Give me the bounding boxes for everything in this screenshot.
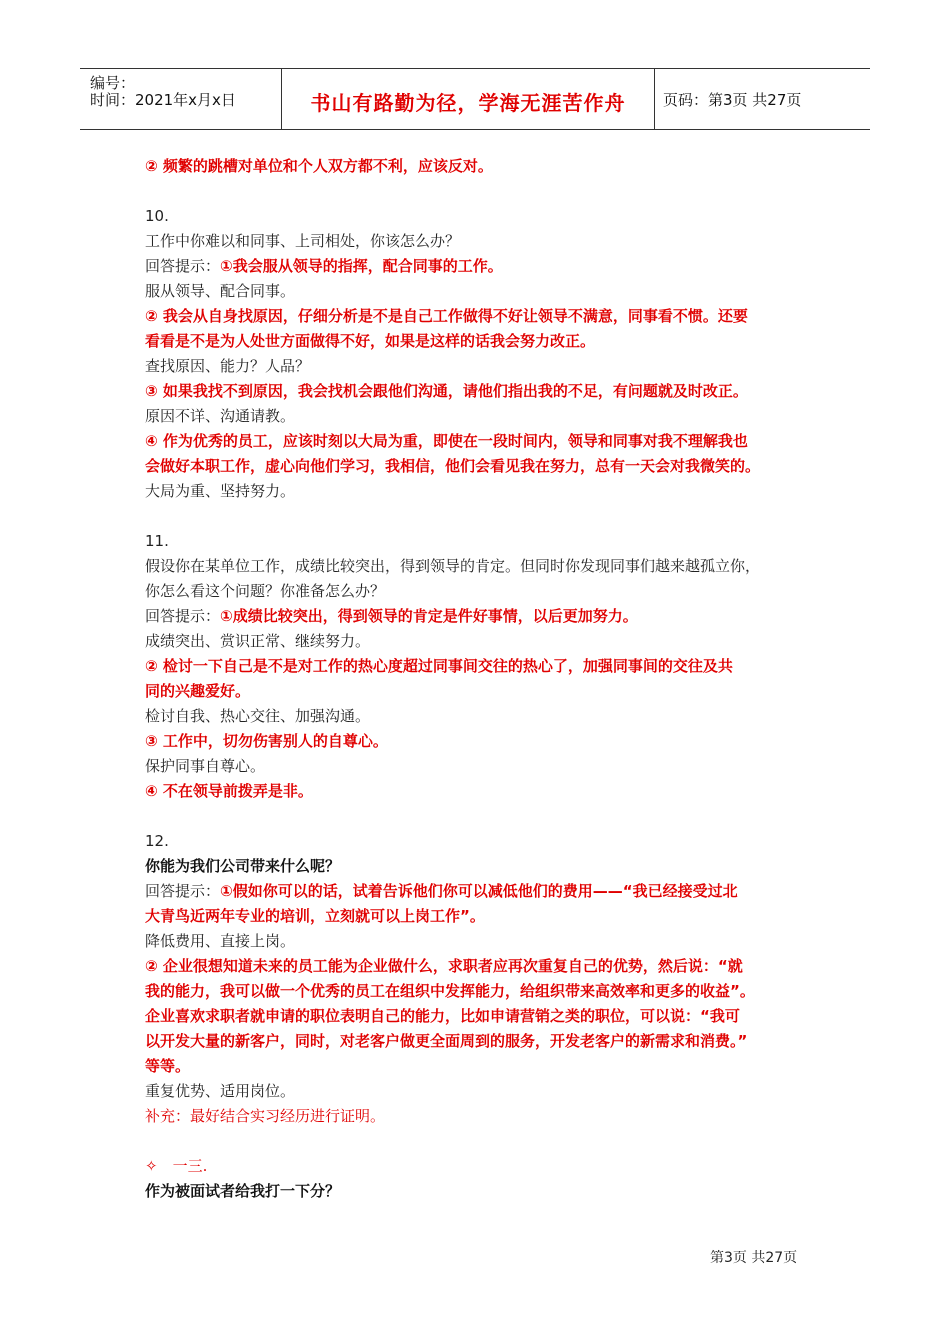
text-line <box>145 1054 815 1079</box>
text-line <box>145 479 815 504</box>
text-line-content: 降低费用、直接上岗。 <box>145 932 296 950</box>
text-line <box>145 454 815 479</box>
text-line <box>145 1179 815 1204</box>
text-line-content: 以开发大量的新客户，同时，对老客户做更全面周到的服务，开发老客户的新需求和消费。” <box>145 1032 748 1050</box>
text-line <box>145 279 815 304</box>
text-line <box>145 779 815 804</box>
text-line-content: 10. <box>145 207 169 225</box>
footer-page-number: 第3页 共27页 <box>710 1250 798 1266</box>
text-line <box>145 929 815 954</box>
text-line <box>145 704 815 729</box>
text-line-content: 成绩突出、赏识正常、继续努力。 <box>145 632 371 650</box>
text-line-content: 作为被面试者给我打一下分？ <box>145 1182 341 1200</box>
text-line-content: 我的能力，我可以做一个优秀的员工在组织中发挥能力，给组织带来高效率和更多的收益”。 <box>145 982 755 1000</box>
text-line-content: 重复优势、适用岗位。 <box>145 1082 296 1100</box>
text-line-content: 11. <box>145 532 169 550</box>
blank-line <box>145 1129 815 1154</box>
document-number-label: 编号： <box>90 74 136 92</box>
text-line-content: 大局为重、坚持努力。 <box>145 482 296 500</box>
text-line-content: ② 检讨一下自己是不是对工作的热心度超过同事间交往的热心了，加强同事间的交往及共 <box>145 657 733 675</box>
text-line <box>145 629 815 654</box>
text-line <box>145 254 815 279</box>
page-header <box>80 68 870 130</box>
text-line <box>145 679 815 704</box>
blank-line <box>145 804 815 829</box>
text-line <box>145 354 815 379</box>
text-line <box>145 604 815 629</box>
text-line <box>145 154 815 179</box>
text-line-content: 企业喜欢求职者就申请的职位表明自己的能力，比如申请营销之类的职位，可以说：“我可 <box>145 1007 740 1025</box>
text-line <box>145 954 815 979</box>
document-date-label: 时间：2021年x月x日 <box>90 91 236 109</box>
text-line <box>145 1154 815 1179</box>
text-line-content: ② 频繁的跳槽对单位和个人双方都不利，应该反对。 <box>145 157 493 175</box>
text-line-content: 回答提示： <box>145 607 221 625</box>
header-page-cell <box>655 69 870 129</box>
header-page-number: 页码：第3页 共27页 <box>663 91 802 109</box>
text-line <box>145 1004 815 1029</box>
text-line <box>145 879 815 904</box>
text-line <box>145 554 815 579</box>
header-motto-cell <box>281 69 655 129</box>
text-line-answer: ①成绩比较突出，得到领导的肯定是件好事情，以后更加努力。 <box>220 607 638 625</box>
text-line-content: ✧ 一三. <box>145 1157 208 1175</box>
text-line-content: ③ 工作中，切勿伤害别人的自尊心。 <box>145 732 388 750</box>
text-line <box>145 1029 815 1054</box>
text-line-content: 补充：最好结合实习经历进行证明。 <box>145 1107 386 1125</box>
blank-line <box>145 504 815 529</box>
text-line <box>145 404 815 429</box>
text-line-content: 会做好本职工作，虚心向他们学习，我相信，他们会看见我在努力，总有一天会对我微笑的。 <box>145 457 761 475</box>
text-line <box>145 904 815 929</box>
text-line-content: 你怎么看这个问题？你准备怎么办？ <box>145 582 386 600</box>
text-line-content: 12. <box>145 832 169 850</box>
text-line <box>145 304 815 329</box>
text-line-content: 工作中你难以和同事、上司相处，你该怎么办？ <box>145 232 461 250</box>
text-line-content: 看看是不是为人处世方面做得不好，如果是这样的话我会努力改正。 <box>145 332 596 350</box>
text-line-content: 原因不详、沟通请教。 <box>145 407 296 425</box>
text-line-content: 等等。 <box>145 1057 191 1075</box>
text-line-content: ④ 不在领导前拨弄是非。 <box>145 782 313 800</box>
text-line-content: 服从领导、配合同事。 <box>145 282 296 300</box>
text-line <box>145 229 815 254</box>
text-line <box>145 204 815 229</box>
text-line-content: 你能为我们公司带来什么呢？ <box>145 857 341 875</box>
text-line <box>145 654 815 679</box>
text-line-content: ④ 作为优秀的员工，应该时刻以大局为重，即使在一段时间内，领导和同事对我不理解我也 <box>145 432 748 450</box>
text-line-content: 假设你在某单位工作，成绩比较突出，得到领导的肯定。但同时你发现同事们越来越孤立你， <box>145 557 761 575</box>
document-body <box>145 154 815 1204</box>
text-line <box>145 429 815 454</box>
header-meta-cell <box>80 69 280 129</box>
text-line-content: 回答提示： <box>145 882 221 900</box>
text-line-content: ③ 如果我找不到原因，我会找机会跟他们沟通，请他们指出我的不足，有问题就及时改正。 <box>145 382 748 400</box>
text-line <box>145 729 815 754</box>
text-line <box>145 1104 815 1129</box>
text-line-content: 保护同事自尊心。 <box>145 757 266 775</box>
text-line-content: 大青鸟近两年专业的培训，立刻就可以上岗工作”。 <box>145 907 485 925</box>
text-line <box>145 329 815 354</box>
text-line-answer: ①假如你可以的话，试着告诉他们你可以减低他们的费用——“我已经接受过北 <box>220 882 738 900</box>
text-line-content: ② 我会从自身找原因，仔细分析是不是自己工作做得不好让领导不满意，同事看不惯。还要 <box>145 307 748 325</box>
text-line <box>145 979 815 1004</box>
text-line <box>145 854 815 879</box>
text-line <box>145 529 815 554</box>
text-line <box>145 754 815 779</box>
blank-line <box>145 179 815 204</box>
text-line <box>145 1079 815 1104</box>
text-line-content: 检讨自我、热心交往、加强沟通。 <box>145 707 371 725</box>
text-line-content: 查找原因、能力？人品？ <box>145 357 311 375</box>
header-motto: 书山有路勤为径，学海无涯苦作舟 <box>310 91 626 115</box>
text-line-content: 回答提示： <box>145 257 221 275</box>
text-line <box>145 379 815 404</box>
text-line <box>145 829 815 854</box>
text-line-content: ② 企业很想知道未来的员工能为企业做什么，求职者应再次重复自己的优势，然后说：“就 <box>145 957 743 975</box>
text-line-answer: ①我会服从领导的指挥，配合同事的工作。 <box>220 257 503 275</box>
text-line-content: 同的兴趣爱好。 <box>145 682 251 700</box>
text-line <box>145 579 815 604</box>
